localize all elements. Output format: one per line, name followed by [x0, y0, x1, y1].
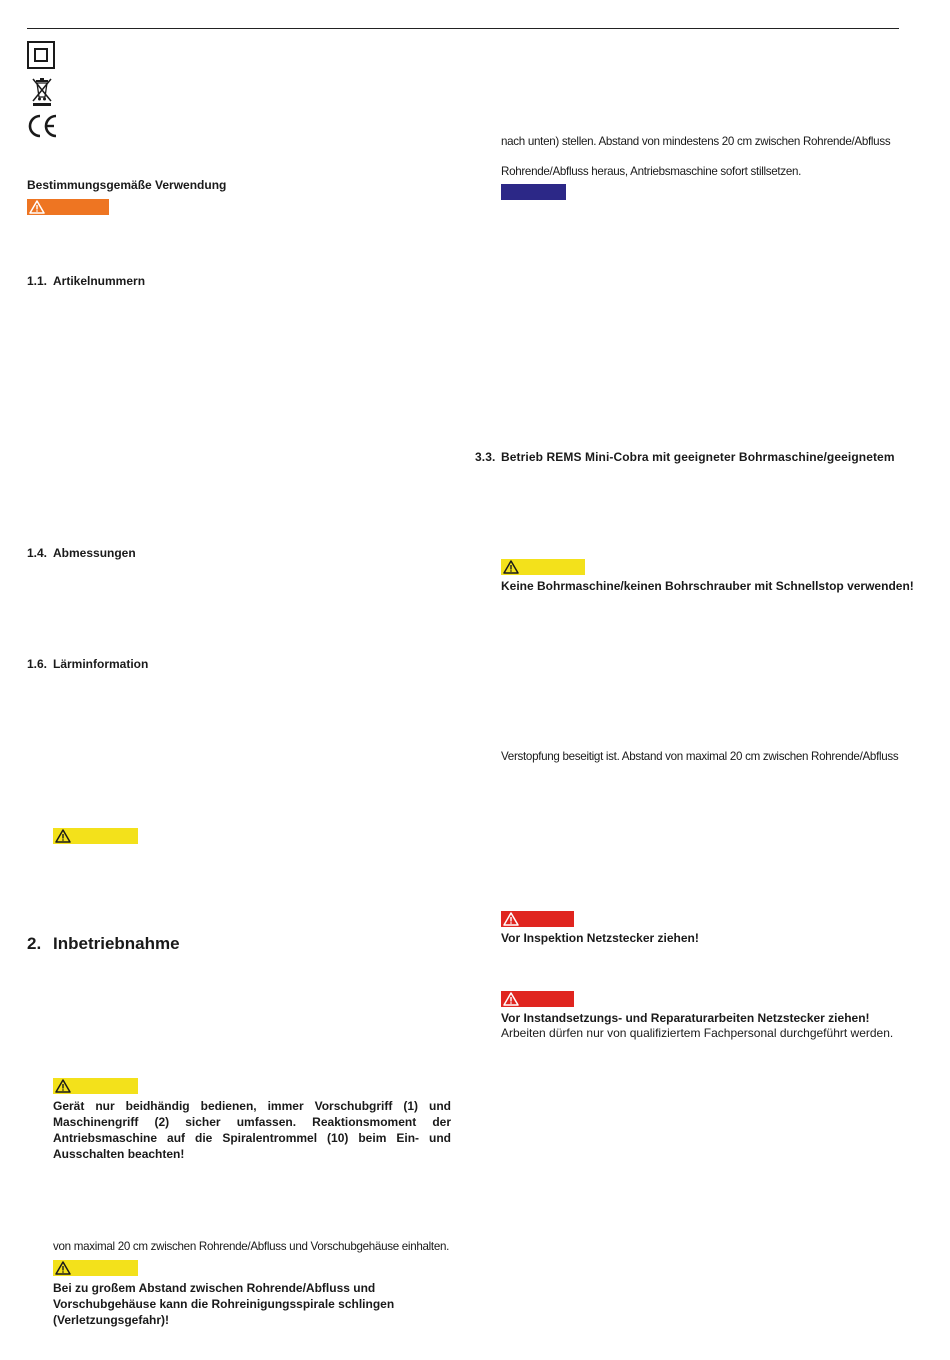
- warning-bar-yellow: [53, 828, 138, 844]
- warning-triangle-icon: [503, 560, 519, 574]
- warning-bar-yellow: [53, 1078, 138, 1094]
- distance-instruction: von maximal 20 cm zwischen Rohrende/Abfluss und Vorschubgehäuse einhalten.: [53, 1240, 450, 1253]
- right-text-line-2: Rohrende/Abfluss heraus, Antriebsmaschine sofort stillsetzen.: [501, 165, 802, 178]
- ce-mark-icon: [27, 113, 59, 142]
- warning-triangle-icon: [503, 992, 519, 1006]
- section-heading-1-6: [27, 657, 148, 671]
- warning-triangle-icon: [55, 829, 71, 843]
- warning-triangle-icon: [55, 1261, 71, 1275]
- repair-note: Arbeiten dürfen nur von qualifiziertem Fachpersonal durchgeführt werden.: [501, 1026, 894, 1040]
- warning-bar-orange: [27, 199, 109, 215]
- section-title-intended-use: Bestimmungsgemäße Verwendung: [27, 178, 227, 192]
- right-text-blockage: Verstopfung beseitigt ist. Abstand von maximal 20 cm zwischen Rohrende/Abfluss: [501, 750, 899, 763]
- warning-text-quickstop: Keine Bohrmaschine/keinen Bohrschrauber mit Schnellstop verwenden!: [501, 579, 914, 593]
- warning-triangle-icon: [29, 200, 45, 214]
- section-number: 3.3.: [475, 450, 496, 464]
- chapter-title: Inbetriebnahme: [53, 934, 180, 953]
- warning-triangle-icon: [55, 1079, 71, 1093]
- section-heading-1-1: [27, 274, 145, 288]
- section-number: 1.1.: [27, 274, 48, 288]
- section-title: Lärminformation: [53, 657, 149, 671]
- right-text-line-1: nach unten) stellen. Abstand von mindestens 20 cm zwischen Rohrende/Abfluss: [501, 135, 891, 148]
- warning-bar-red: [501, 911, 574, 927]
- info-bar-blue: [501, 184, 566, 200]
- warning-bar-red: [501, 991, 574, 1007]
- warning-triangle-icon: [503, 912, 519, 926]
- section-title: Betrieb REMS Mini-Cobra mit geeigneter Bohrmaschine/geeignetem: [501, 450, 895, 464]
- section-title: Artikelnummern: [53, 274, 146, 288]
- warning-bar-yellow: [53, 1260, 138, 1276]
- section-heading-3-3: [475, 450, 895, 464]
- crossed-bin-icon: [30, 76, 54, 109]
- section-title: Abmessungen: [53, 546, 136, 560]
- warning-text-inspection: Vor Inspektion Netzstecker ziehen!: [501, 931, 699, 945]
- chapter-number: 2.: [27, 934, 42, 953]
- chapter-heading-2: [27, 934, 180, 954]
- double-square-icon: [27, 41, 55, 72]
- section-heading-1-4: [27, 546, 136, 560]
- top-rule: [27, 28, 899, 29]
- section-number: 1.6.: [27, 657, 48, 671]
- warning-bar-yellow: [501, 559, 585, 575]
- warning-text-repair: Vor Instandsetzungs- und Reparaturarbeiten Netzstecker ziehen!: [501, 1011, 870, 1025]
- warning-text-two-hands: Gerät nur beidhändig bedienen, immer Vorschubgriff (1) und Maschinengriff (2) sicher umfassen. Reaktionsmoment der Antriebsmaschine auf die Spiralentrommel (10) beim Ein- und Ausschalten beachten!: [53, 1099, 451, 1161]
- section-number: 1.4.: [27, 546, 48, 560]
- warning-text-distance: Bei zu großem Abstand zwischen Rohrende/Abfluss und Vorschubgehäuse kann die Rohreinigungsspirale schlingen (Verletzungsgefahr)!: [53, 1281, 395, 1327]
